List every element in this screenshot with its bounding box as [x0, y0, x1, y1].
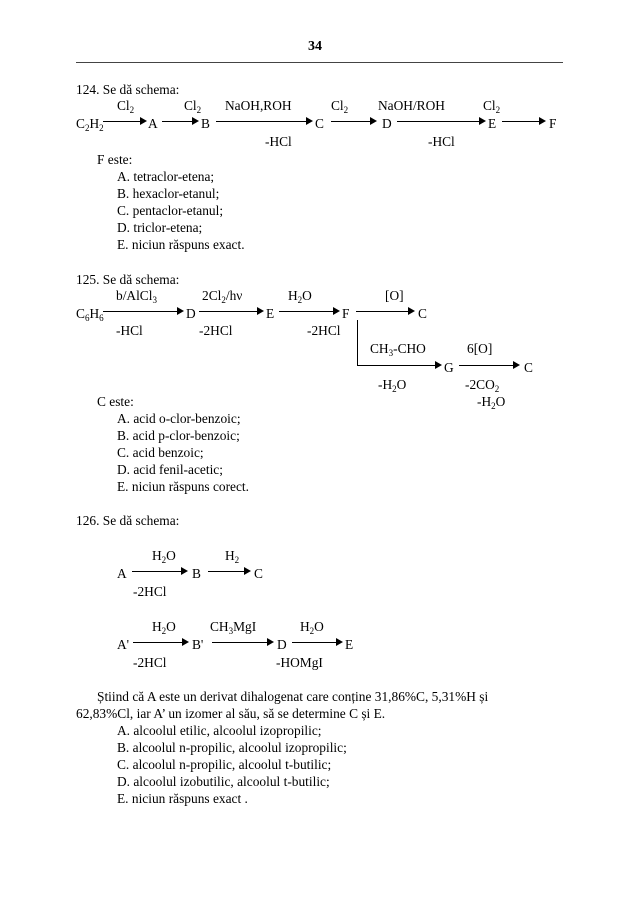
p126-s2-reagent-2: $CH_3MgI$: [210, 619, 257, 636]
p125-byproduct-1: -HCl: [116, 323, 143, 338]
p124-start-compound: $C_2H_2$: [76, 116, 104, 133]
p124-byproduct-2: -HCl: [428, 134, 455, 149]
problem-126-title: 126. Se dă schema:: [76, 513, 180, 528]
p126-s1-node-b: B: [192, 566, 201, 581]
p125-branch-arrow-1: [357, 360, 442, 370]
p125-option-b: B. acid p-clor-benzoic;: [117, 428, 240, 443]
p126-s2-arrow-2: [212, 637, 274, 647]
p125-node-d: D: [186, 306, 196, 321]
p124-arrow-2: [162, 116, 199, 126]
p126-s2-reagent-3: $H_2O$: [300, 619, 324, 636]
p125-arrow-4: [356, 306, 415, 316]
p124-node-d: D: [382, 116, 392, 131]
problem-125-title: 125. Se dă schema:: [76, 272, 180, 287]
p126-option-e: E. niciun răspuns exact .: [117, 791, 248, 806]
p124-node-c: C: [315, 116, 324, 131]
p124-node-f: F: [549, 116, 557, 131]
p124-reagent-3: NaOH,ROH: [225, 98, 292, 113]
p124-node-b: B: [201, 116, 210, 131]
p124-reagent-2: $Cl_2$: [184, 98, 202, 115]
p125-branch-byproduct-1: $-H_2O$: [378, 377, 407, 394]
p126-s1-reagent-1: $H_2O$: [152, 548, 176, 565]
p125-node-g: G: [444, 360, 454, 375]
p125-option-c: C. acid benzoic;: [117, 445, 204, 460]
p126-s2-arrow-1: [133, 637, 189, 647]
p124-question: F este:: [97, 152, 133, 167]
p126-option-a: A. alcoolul etilic, alcoolul izopropilic;: [117, 723, 322, 738]
p124-node-a: A: [148, 116, 158, 131]
p125-branch-arrow-2: [459, 360, 520, 370]
p126-s2-node-a-prime: A': [117, 637, 130, 652]
p124-option-d: D. triclor-etena;: [117, 220, 203, 235]
p125-option-a: A. acid o-clor-benzoic;: [117, 411, 241, 426]
p124-option-b: B. hexaclor-etanul;: [117, 186, 220, 201]
p124-reagent-5: NaOH/ROH: [378, 98, 445, 113]
p126-s2-node-e: E: [345, 637, 354, 652]
p125-question: C este:: [97, 394, 134, 409]
p125-branch-node-c: C: [524, 360, 533, 375]
p126-text-line-2: 62,83%Cl, iar A’ un izomer al său, să se determine C și E.: [76, 706, 386, 721]
p125-arrow-1: [103, 306, 184, 316]
p126-option-c: C. alcoolul n-propilic, alcoolul t-butilic;: [117, 757, 332, 772]
p125-node-f: F: [342, 306, 350, 321]
p126-s1-arrow-1: [132, 566, 188, 576]
p124-node-e: E: [488, 116, 497, 131]
p124-reagent-1: $Cl_2$: [117, 98, 135, 115]
p125-reagent-3: $H_2O$: [288, 288, 312, 305]
problem-124-title: 124. Se dă schema:: [76, 82, 180, 97]
p126-s2-byproduct-2: -HOMgI: [276, 655, 323, 670]
p125-reagent-4: [O]: [385, 288, 404, 303]
p124-arrow-4: [331, 116, 377, 126]
p124-arrow-5: [397, 116, 486, 126]
p125-node-e: E: [266, 306, 275, 321]
p125-option-d: D. acid fenil-acetic;: [117, 462, 223, 477]
p126-s2-node-b-prime: B': [192, 637, 204, 652]
p124-option-c: C. pentaclor-etanul;: [117, 203, 224, 218]
p124-arrow-6: [502, 116, 546, 126]
p125-branch-reagent-2: 6[O]: [467, 341, 493, 356]
p125-byproduct-2: -2HCl: [199, 323, 233, 338]
header-rule: [76, 62, 563, 63]
page-number: 34: [308, 39, 322, 54]
p125-branch-reagent-1: $CH_3$-CHO: [370, 341, 426, 358]
p125-arrow-2: [199, 306, 264, 316]
p125-reagent-2: $2Cl_2/h\nu$: [202, 288, 243, 305]
p125-byproduct-3: -2HCl: [307, 323, 341, 338]
p124-arrow-1: [103, 116, 147, 126]
p126-text-line-1: Știind că A este un derivat dihalogenat care conține 31,86%C, 5,31%H și: [97, 689, 489, 704]
p126-s2-reagent-1: $H_2O$: [152, 619, 176, 636]
p124-byproduct-1: -HCl: [265, 134, 292, 149]
p126-s2-node-d: D: [277, 637, 287, 652]
p126-s1-arrow-2: [208, 566, 251, 576]
p126-option-d: D. alcoolul izobutilic, alcoolul t-butilic;: [117, 774, 330, 789]
p125-arrow-3: [279, 306, 340, 316]
p126-s1-node-c: C: [254, 566, 263, 581]
p125-branch-byproduct-3: $-H_2O$: [477, 394, 506, 411]
p124-option-e: E. niciun răspuns exact.: [117, 237, 245, 252]
p126-s2-arrow-3: [292, 637, 343, 647]
p125-node-c: C: [418, 306, 427, 321]
p126-s2-byproduct-1: -2HCl: [133, 655, 167, 670]
p126-s1-reagent-2: $H_2$: [225, 548, 240, 565]
p125-branch-byproduct-2: $-2CO_2$: [465, 377, 500, 394]
p124-reagent-4: $Cl_2$: [331, 98, 349, 115]
p126-s1-byproduct: -2HCl: [133, 584, 167, 599]
p125-start-compound: $C_6H_6$: [76, 306, 104, 323]
p126-s1-node-a: A: [117, 566, 127, 581]
p124-option-a: A. tetraclor-etena;: [117, 169, 215, 184]
p125-reagent-1: b/AlCl$_3$: [116, 288, 157, 305]
p124-arrow-3: [216, 116, 313, 126]
p126-option-b: B. alcoolul n-propilic, alcoolul izopropilic;: [117, 740, 347, 755]
p125-option-e: E. niciun răspuns corect.: [117, 479, 250, 494]
p124-reagent-6: $Cl_2$: [483, 98, 501, 115]
